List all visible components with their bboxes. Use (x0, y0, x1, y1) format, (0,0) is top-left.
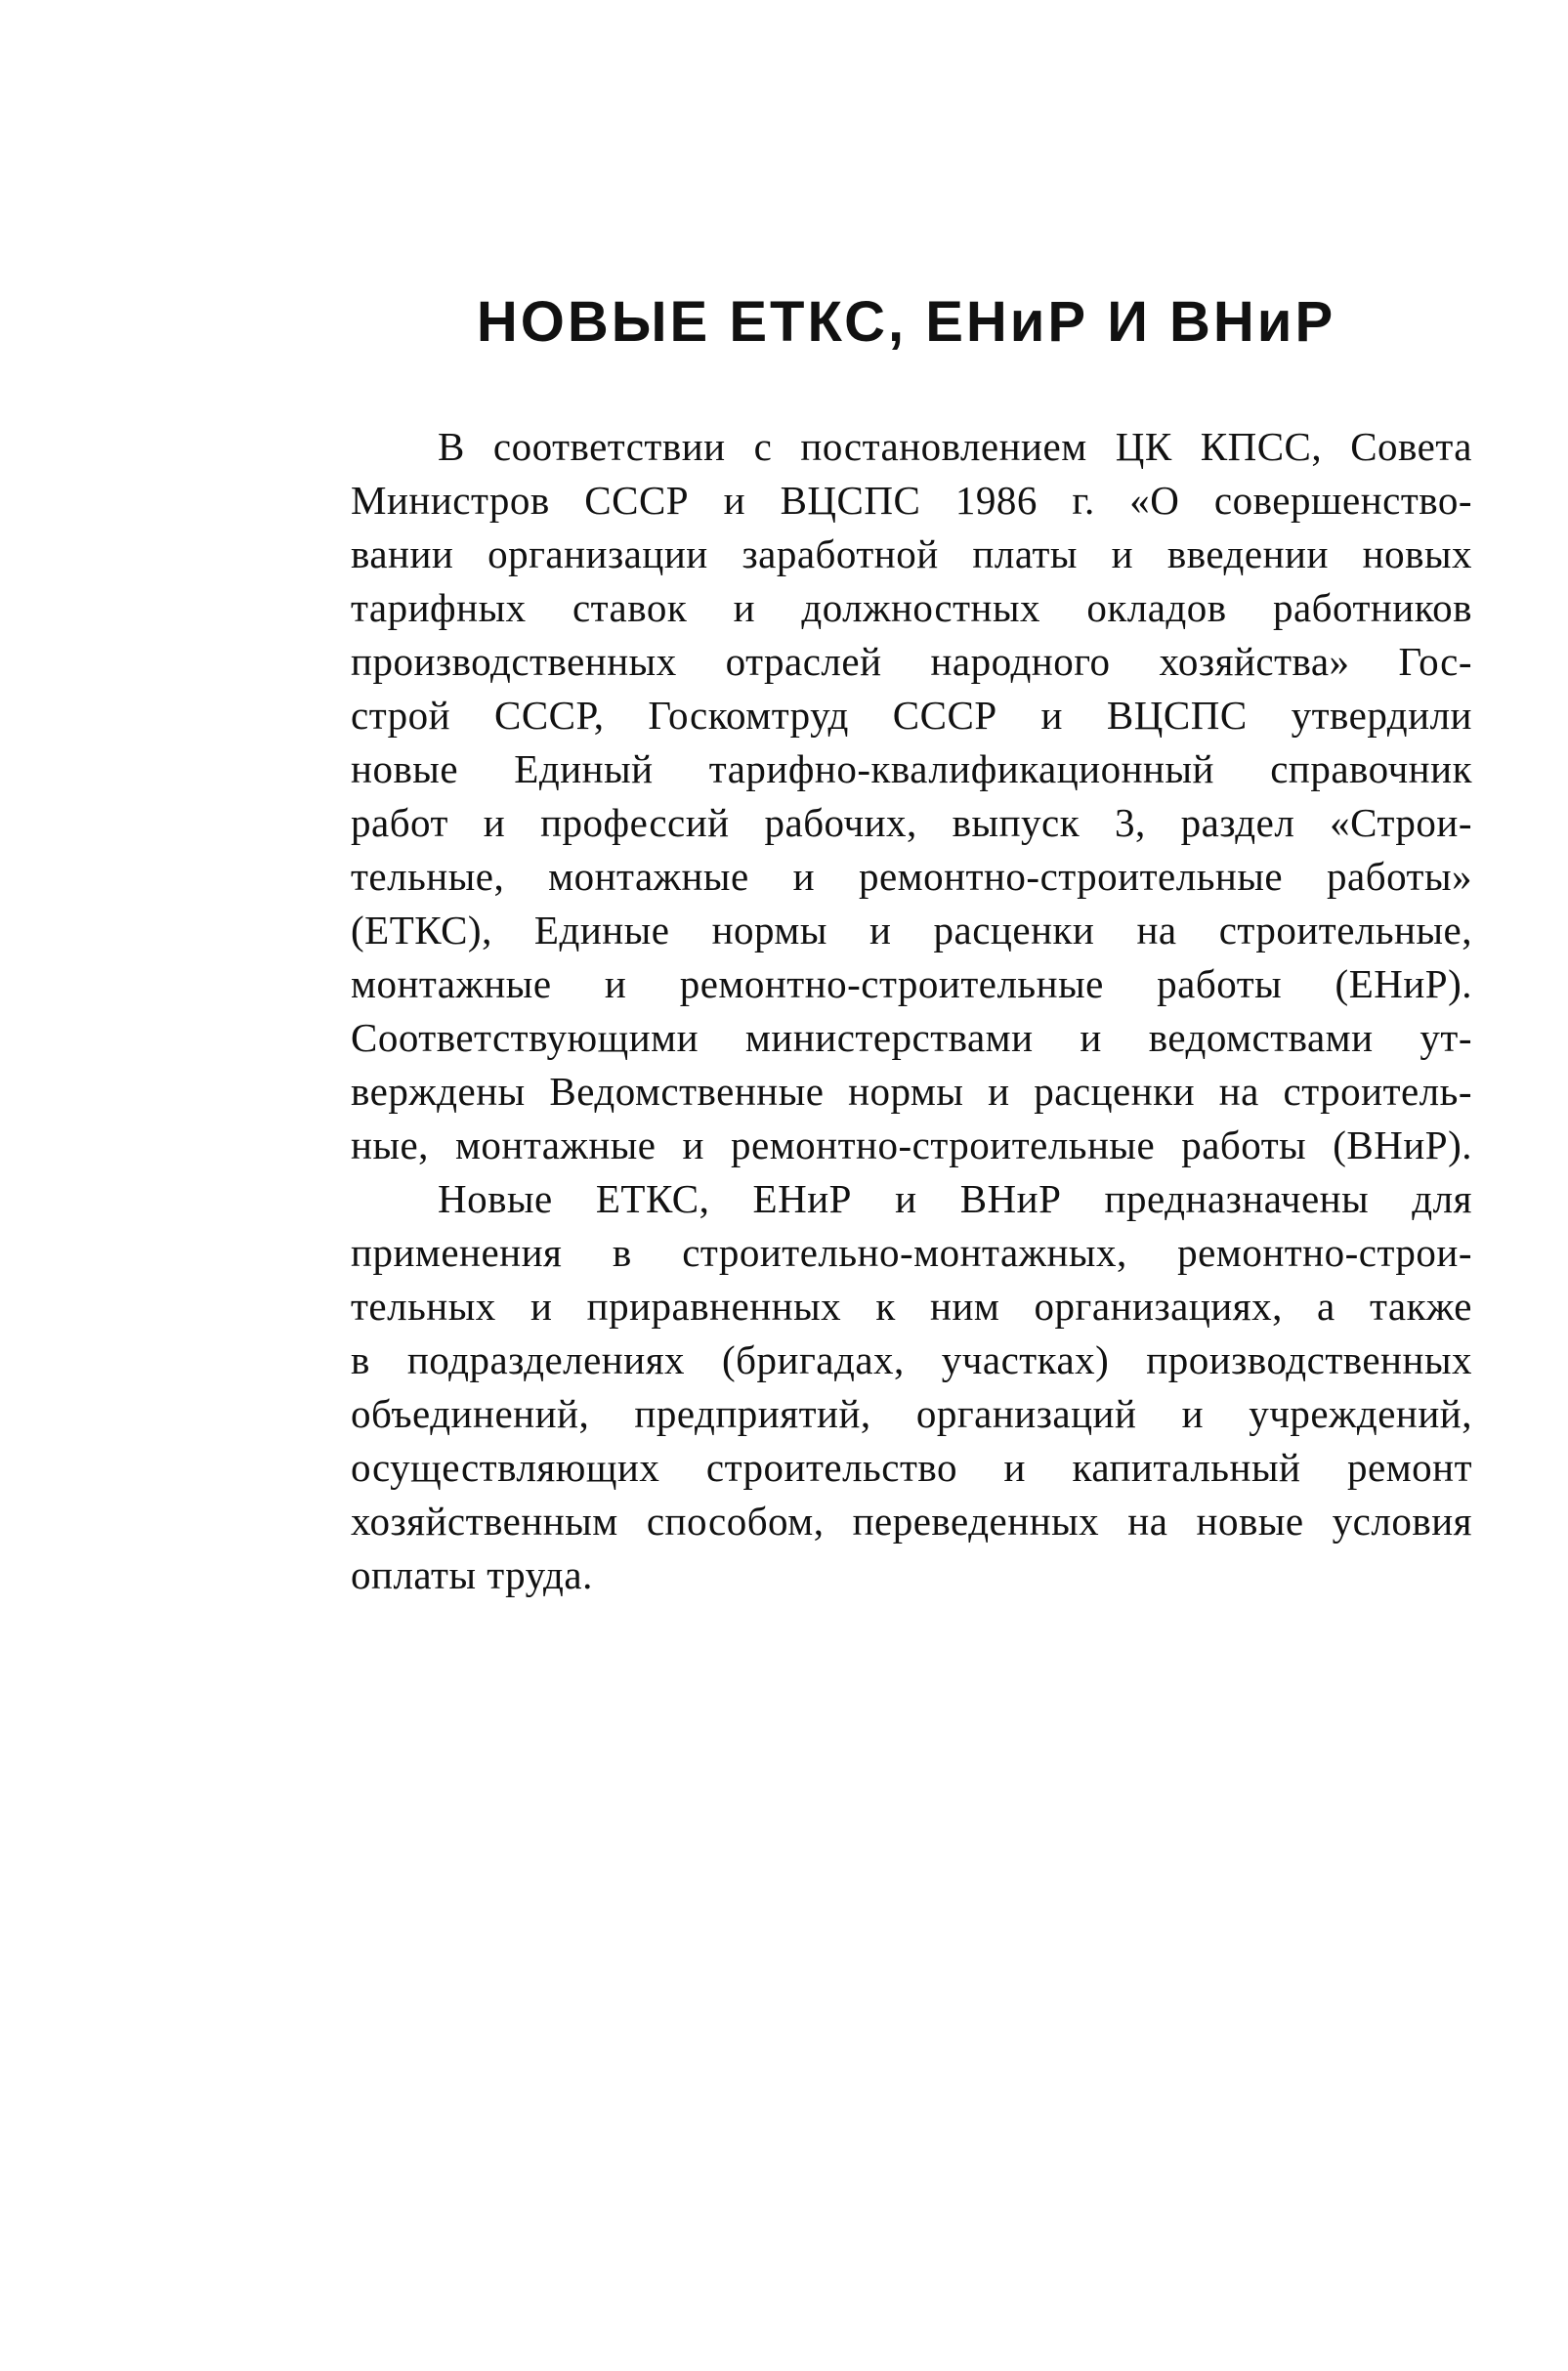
text-line: осуществляющих строительство и капитальный ремонт (351, 1445, 1472, 1490)
text-line: (ЕТКС), Единые нормы и расценки на строительные, (351, 908, 1472, 953)
text-line: хозяйственным способом, переведенных на новые условия (351, 1499, 1472, 1544)
page-title: НОВЫЕ ЕТКС, ЕНиР И ВНиР (476, 290, 1336, 354)
text-line: тарифных ставок и должностных окладов работников (351, 585, 1472, 630)
text-line: ные, монтажные и ремонтно-строительные работы (ВНиР). (351, 1122, 1472, 1167)
text-line: тельные, монтажные и ремонтно-строительные работы» (351, 854, 1472, 899)
text-line: монтажные и ремонтно-строительные работы (ЕНиР). (351, 961, 1472, 1006)
text-line: оплаты труда. (351, 1552, 593, 1597)
text-line: вании организации заработной платы и введении новых (351, 531, 1472, 576)
text-line: Соответствующими министерствами и ведомствами ут- (351, 1015, 1472, 1060)
text-line: строй СССР, Госкомтруд СССР и ВЦСПС утвердили (351, 693, 1472, 738)
text-line: применения в строительно-монтажных, ремонтно-строи- (351, 1230, 1472, 1275)
text-line: новые Единый тарифно-квалификационный справочник (351, 746, 1472, 791)
text-line: тельных и приравненных к ним организациях, а также (351, 1284, 1472, 1329)
text-line: Министров СССР и ВЦСПС 1986 г. «О совершенство- (351, 478, 1472, 523)
text-line: в подразделениях (бригадах, участках) производственных (351, 1337, 1472, 1382)
paragraph-1 (351, 420, 1472, 1172)
text-line: производственных отраслей народного хозяйства» Гос- (351, 639, 1472, 684)
text-line: верждены Ведомственные нормы и расценки на строитель- (351, 1069, 1472, 1114)
text-line: работ и профессий рабочих, выпуск 3, раздел «Строи- (351, 800, 1472, 845)
text-line: Новые ЕТКС, ЕНиР и ВНиР предназначены для (438, 1176, 1472, 1221)
paragraph-2 (351, 1172, 1472, 1602)
text-line: В соответствии с постановлением ЦК КПСС, Совета (438, 424, 1472, 469)
document-body (351, 420, 1472, 1602)
text-line: объединений, предприятий, организаций и учреждений, (351, 1391, 1472, 1436)
